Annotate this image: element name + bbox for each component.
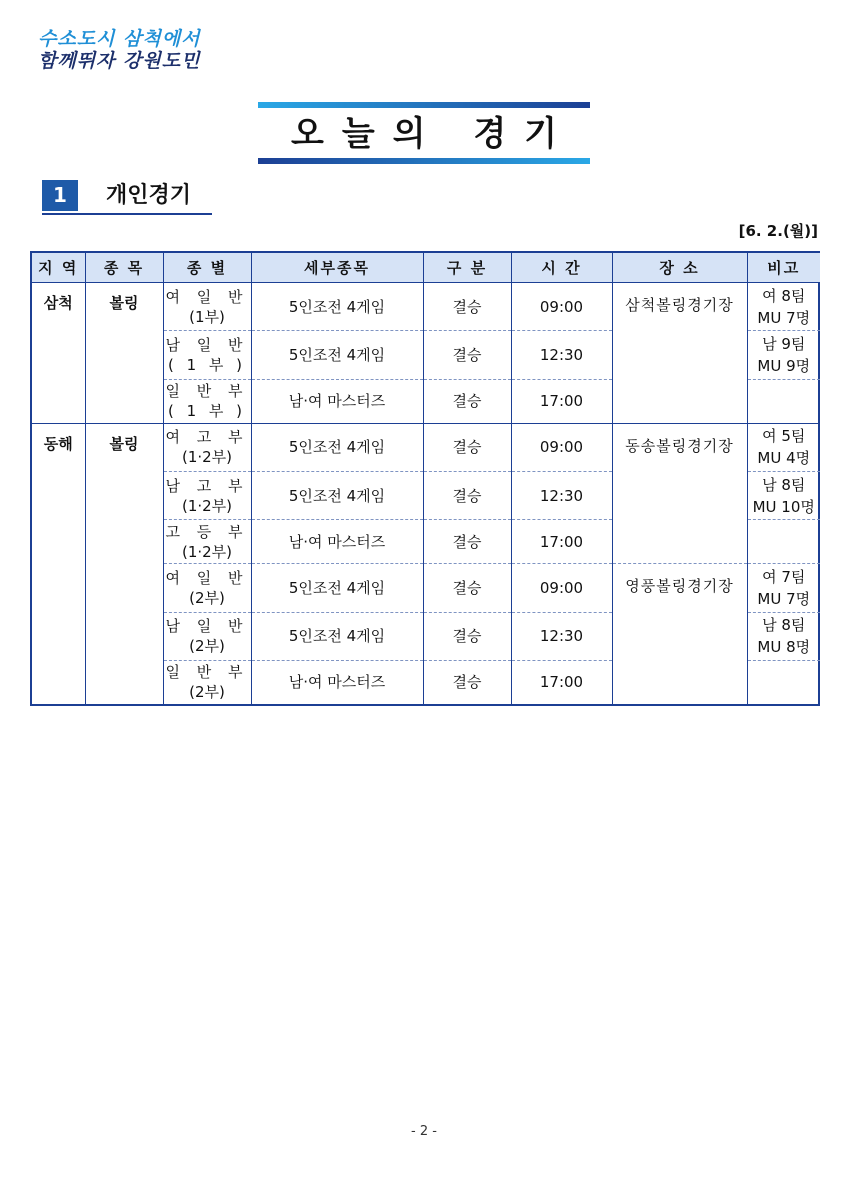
- note-cell: [747, 612, 820, 660]
- group-line-1: 고 등 부: [165, 522, 249, 541]
- note-cell: [747, 660, 820, 704]
- slogan-line-1: 수소도시 삼척에서: [38, 28, 201, 50]
- event-cell: 5인조전 4게임: [251, 423, 423, 471]
- group-line-1: 여 고 부: [165, 428, 249, 447]
- event-cell: 5인조전 4게임: [251, 331, 423, 379]
- note-cell: [747, 331, 820, 379]
- note-cell: [747, 379, 820, 423]
- header-region: 지 역: [32, 253, 85, 283]
- title-top-bar: [258, 102, 590, 108]
- event-cell: 남·여 마스터즈: [251, 660, 423, 704]
- header-sport: 종 목: [85, 253, 163, 283]
- venue-cell: 동송볼링경기장: [612, 423, 747, 564]
- header-note: 비고: [747, 253, 820, 283]
- type-cell: 결승: [423, 564, 511, 612]
- note-line-1: 여 8팀: [762, 286, 806, 305]
- note-line-1: 남 8팀: [762, 475, 806, 494]
- group-cell: [163, 520, 251, 564]
- group-line-2: (1·2부): [181, 496, 233, 515]
- note-line-2: MU 10명: [752, 497, 815, 516]
- group-cell: [163, 612, 251, 660]
- title-bottom-bar: [258, 158, 590, 164]
- group-cell: [163, 564, 251, 612]
- group-cell: [163, 423, 251, 471]
- type-cell: 결승: [423, 331, 511, 379]
- section-label: 개인경기: [106, 183, 192, 208]
- venue-cell: 삼척볼링경기장: [612, 283, 747, 424]
- region-cell: 동해: [32, 423, 85, 704]
- type-cell: 결승: [423, 520, 511, 564]
- type-cell: 결승: [423, 283, 511, 331]
- group-line-2: (2부): [189, 683, 225, 702]
- group-line-2: (2부): [189, 637, 225, 656]
- header-event: 세부종목: [251, 253, 423, 283]
- note-cell: [747, 471, 820, 519]
- page-title-box: [258, 102, 590, 164]
- note-line-2: MU 7명: [757, 589, 811, 608]
- note-cell: [747, 564, 820, 612]
- group-line-2: ( 1 부 ): [167, 402, 247, 421]
- note-line-1: 남 9팀: [762, 334, 806, 353]
- time-cell: 12:30: [511, 612, 612, 660]
- note-cell: [747, 520, 820, 564]
- type-cell: 결승: [423, 423, 511, 471]
- time-cell: 17:00: [511, 660, 612, 704]
- page-number: - 2 -: [411, 1124, 437, 1139]
- time-cell: 09:00: [511, 564, 612, 612]
- group-cell: [163, 471, 251, 519]
- region-cell: 삼척: [32, 283, 85, 424]
- group-cell: [163, 283, 251, 331]
- note-cell: [747, 283, 820, 331]
- group-cell: [163, 660, 251, 704]
- time-cell: 12:30: [511, 331, 612, 379]
- event-cell: 남·여 마스터즈: [251, 379, 423, 423]
- group-line-1: 여 일 반: [165, 568, 249, 587]
- group-line-2: (1·2부): [181, 448, 233, 467]
- note-line-2: MU 4명: [757, 449, 811, 468]
- group-line-1: 남 고 부: [165, 476, 249, 495]
- group-line-1: 남 일 반: [165, 335, 249, 354]
- note-cell: [747, 423, 820, 471]
- section-heading: [42, 180, 212, 215]
- group-line-2: (1부): [189, 307, 225, 326]
- time-cell: 17:00: [511, 379, 612, 423]
- group-line-1: 일 반 부: [165, 382, 249, 401]
- header-group: 종 별: [163, 253, 251, 283]
- group-line-1: 여 일 반: [165, 287, 249, 306]
- note-line-2: MU 7명: [757, 308, 811, 327]
- slogan-line-2: 함께뛰자 강원도민: [38, 50, 201, 72]
- group-cell: [163, 379, 251, 423]
- schedule-table: [30, 251, 820, 706]
- slogan: [38, 28, 200, 72]
- table-row: [32, 423, 820, 471]
- note-line-1: 여 7팀: [762, 567, 806, 586]
- time-cell: 09:00: [511, 423, 612, 471]
- type-cell: 결승: [423, 660, 511, 704]
- event-cell: 남·여 마스터즈: [251, 520, 423, 564]
- type-cell: 결승: [423, 379, 511, 423]
- type-cell: 결승: [423, 612, 511, 660]
- time-cell: 17:00: [511, 520, 612, 564]
- group-line-1: 남 일 반: [165, 617, 249, 636]
- header-type: 구 분: [423, 253, 511, 283]
- table-header-row: [32, 253, 820, 283]
- group-line-2: ( 1 부 ): [167, 355, 247, 374]
- page-title: 오늘의 경기: [290, 114, 576, 154]
- note-line-2: MU 8명: [757, 638, 811, 657]
- section-number: 1: [42, 180, 78, 211]
- group-line-2: (1·2부): [181, 542, 233, 561]
- group-line-1: 일 반 부: [165, 663, 249, 682]
- sport-cell: 볼링: [85, 423, 163, 704]
- sport-cell: 볼링: [85, 283, 163, 424]
- event-cell: 5인조전 4게임: [251, 283, 423, 331]
- type-cell: 결승: [423, 471, 511, 519]
- group-line-2: (2부): [189, 588, 225, 607]
- time-cell: 12:30: [511, 471, 612, 519]
- group-cell: [163, 331, 251, 379]
- note-line-2: MU 9명: [757, 356, 811, 375]
- table-row: [32, 283, 820, 331]
- header-time: 시 간: [511, 253, 612, 283]
- note-line-1: 여 5팀: [762, 427, 806, 446]
- header-venue: 장 소: [612, 253, 747, 283]
- time-cell: 09:00: [511, 283, 612, 331]
- date-label: [6. 2.(월)]: [738, 222, 818, 240]
- event-cell: 5인조전 4게임: [251, 564, 423, 612]
- event-cell: 5인조전 4게임: [251, 612, 423, 660]
- note-line-1: 남 8팀: [762, 616, 806, 635]
- venue-cell: 영풍볼링경기장: [612, 564, 747, 704]
- event-cell: 5인조전 4게임: [251, 471, 423, 519]
